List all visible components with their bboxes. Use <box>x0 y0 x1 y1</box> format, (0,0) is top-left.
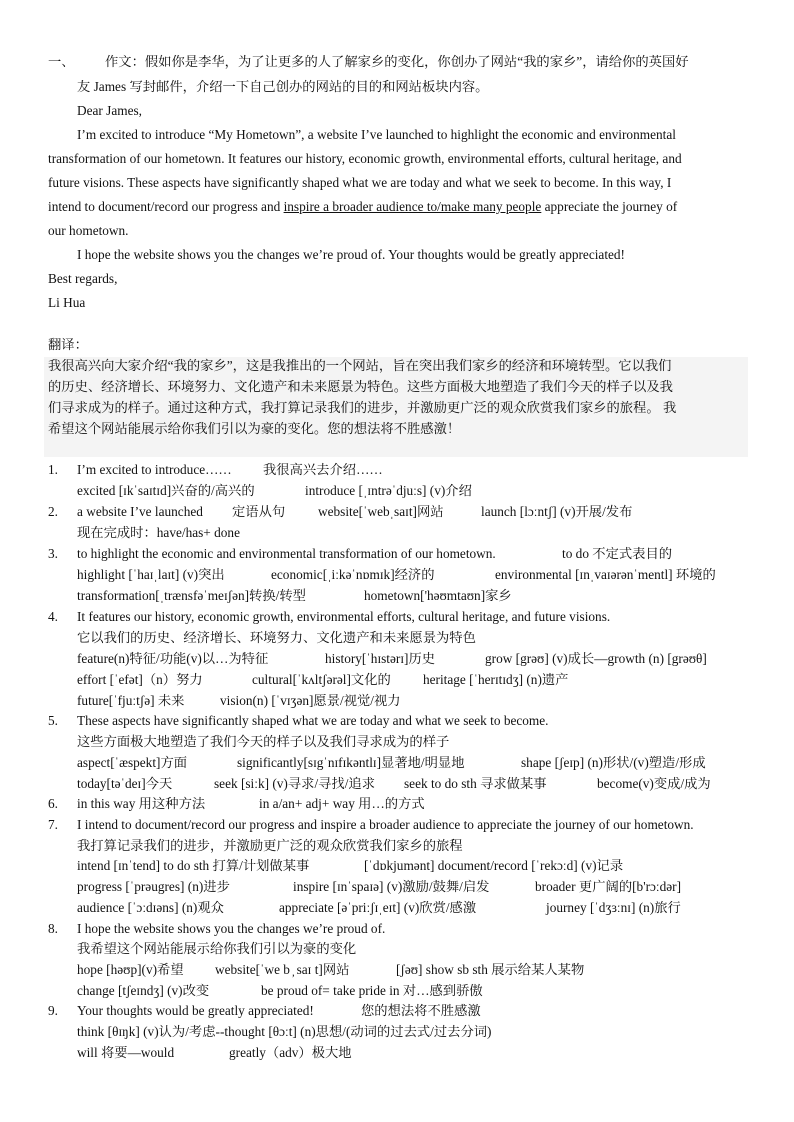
note-number: 4. <box>48 609 58 624</box>
note-text: 您的想法将不胜感激 <box>361 1003 481 1018</box>
task-line-1: 作文：假如你是李华，为了让更多的人了解家乡的变化，你创办了网站“我的家乡”，请给你的英国好 <box>105 54 689 69</box>
note-text: progress [ˈprəugres] (n)进步 <box>77 879 230 894</box>
note-text: significantly[sɪgˈnɪfɪkəntlɪ]显著地/明显地 <box>237 755 465 770</box>
task-number: 一、 <box>48 54 75 69</box>
note-text: greatly（adv）极大地 <box>229 1045 352 1060</box>
letter-p1-line4-a: intend to document/record our progress and <box>48 199 284 214</box>
note-text: shape [ʃeɪp] (n)形状/(v)塑造/形成 <box>521 755 706 770</box>
letter-p1-line4-b: appreciate the journey of <box>541 199 678 214</box>
note-text: 定语从句 <box>232 504 286 519</box>
note-number: 8. <box>48 921 58 936</box>
letter-p1-line4 <box>48 198 677 216</box>
note-text: 这些方面极大地塑造了我们今天的样子以及我们寻求成为的样子 <box>77 734 450 749</box>
note-text: economic[ˌiːkəˈnɒmɪk]经济的 <box>271 567 435 582</box>
note-text: to highlight the economic and environmental transformation of our hometown. <box>77 546 496 561</box>
letter-p1-line3: future visions. These aspects have significantly shaped what we are today and what we seek to become. In this way, I <box>48 175 672 190</box>
note-text: be proud of= take pride in 对…感到骄傲 <box>261 983 483 998</box>
letter-closing: Best regards, <box>48 271 118 286</box>
translation-line-1: 我很高兴向大家介绍“我的家乡”，这是我推出的一个网站，旨在突出我们家乡的经济和环境转型。它以我们 <box>48 358 672 373</box>
translation-line-2: 的历史、经济增长、环境努力、文化遗产和未来愿景为特色。这些方面极大地塑造了我们今天的样子以及我 <box>48 379 673 394</box>
letter-p1-line5: our hometown. <box>48 223 129 238</box>
note-text: think [θɪŋk] (v)认为/考虑--thought [θɔːt] (n)思想/(动词的过去式/过去分词) <box>77 1024 492 1039</box>
note-text: transformation[ˌtrænsfəˈmeɪʃən]转换/转型 <box>77 588 306 603</box>
note-text: in this way 用这种方法 <box>77 796 206 811</box>
note-number: 2. <box>48 504 58 519</box>
letter-greeting: Dear James, <box>77 103 142 118</box>
note-text: highlight [ˈhaɪˌlaɪt] (v)突出 <box>77 567 225 582</box>
note-text: 现在完成时：have/has+ done <box>77 525 240 540</box>
note-text: I hope the website shows you the changes we’re proud of. <box>77 921 386 936</box>
note-text: seek [siːk] (v)寻求/寻找/追求 <box>214 776 376 791</box>
translation-line-3: 们寻求成为的样子。通过这种方式，我打算记录我们的进步，并激励更广泛的观众欣赏我们家乡的旅程。 我 <box>48 400 677 415</box>
note-text: I’m excited to introduce…… <box>77 462 232 477</box>
note-text: hometown['həʊmtaʊn]家乡 <box>364 588 512 603</box>
note-text: future[ˈfjuːtʃə] 未来 <box>77 693 185 708</box>
note-text: change [tʃeɪndʒ] (v)改变 <box>77 983 210 998</box>
letter-signature-name: Li Hua <box>48 295 86 310</box>
note-text: vision(n) [ˈvɪʒən]愿景/视觉/视力 <box>220 693 401 708</box>
note-text: cultural[ˈkʌltʃərəl]文化的 <box>252 672 391 687</box>
note-text: journey [ˈdʒɜːnɪ] (n)旅行 <box>546 900 681 915</box>
note-text: excited [ɪkˈsaɪtɪd]兴奋的/高兴的 <box>77 483 255 498</box>
note-text: appreciate [əˈpriːʃɪˌeɪt] (v)欣赏/感激 <box>279 900 477 915</box>
note-number: 1. <box>48 462 58 477</box>
translation-label: 翻译： <box>48 337 88 352</box>
note-text: website[ˈwe b ̦ saɪ t]网站 <box>215 962 350 977</box>
note-text: [ˈdɒkjumənt] document/record [ˈrekɔːd] (v)记录 <box>364 858 624 873</box>
note-text: heritage [ˈherɪtɪdʒ] (n)遗产 <box>423 672 569 687</box>
note-text: [ʃəʊ] show sb sth 展示给某人某物 <box>396 962 585 977</box>
letter-p1-line1: I’m excited to introduce “My Hometown”, a website I’ve launched to highlight the economic and environmental <box>77 127 676 142</box>
note-text: effort [ˈefət]（n）努力 <box>77 672 203 687</box>
note-text: grow [grəʊ] (v)成长—growth (n) [grəʊθ] <box>485 651 707 666</box>
note-text: 我希望这个网站能展示给你我们引以为豪的变化 <box>77 941 357 956</box>
note-text: inspire [ɪnˈspaɪə] (v)激励/鼓舞/启发 <box>293 879 490 894</box>
note-text: in a/an+ adj+ way 用…的方式 <box>259 796 425 811</box>
note-text: I intend to document/record our progress and inspire a broader audience to appreciate the journey of our hometown. <box>77 817 694 832</box>
note-text: history[ˈhɪstərɪ]历史 <box>325 651 436 666</box>
note-text: a website I’ve launched <box>77 504 203 519</box>
letter-p1-underlined-phrase: inspire a broader audience to/make many people <box>283 199 542 214</box>
letter-p2: I hope the website shows you the changes we’re proud of. Your thoughts would be greatly appreciated! <box>77 247 625 262</box>
note-text: become(v)变成/成为 <box>597 776 711 791</box>
note-text: Your thoughts would be greatly appreciated! <box>77 1003 314 1018</box>
task-line-2: 友 James 写封邮件，介绍一下自己创办的网站的目的和网站板块内容。 <box>77 79 489 94</box>
note-text: intend [ɪnˈtend] to do sth 打算/计划做某事 <box>77 858 310 873</box>
note-text: hope [həʊp](v)希望 <box>77 962 184 977</box>
note-text: will 将要—would <box>77 1045 175 1060</box>
note-text: audience [ˈɔːdɪəns] (n)观众 <box>77 900 224 915</box>
note-text: It features our history, economic growth, environmental efforts, cultural heritage, and future visions. <box>77 609 611 624</box>
note-text: feature(n)特征/功能(v)以…为特征 <box>77 651 269 666</box>
note-text: today[təˈdeɪ]今天 <box>77 776 173 791</box>
note-text: 它以我们的历史、经济增长、环境努力、文化遗产和未来愿景为特色 <box>77 630 476 645</box>
note-number: 3. <box>48 546 58 561</box>
note-text: environmental [ɪnˌvaɪərənˈmentl] 环境的 <box>495 567 716 582</box>
note-text: 我打算记录我们的进步，并激励更广泛的观众欣赏我们家乡的旅程 <box>77 838 463 853</box>
note-text: launch [lɔːntʃ] (v)开展/发布 <box>481 504 633 519</box>
note-text: seek to do sth 寻求做某事 <box>404 776 547 791</box>
note-text: broader 更广阔的[b'rɔːdər] <box>535 879 682 894</box>
note-text: These aspects have significantly shaped what we are today and what we seek to become. <box>77 713 549 728</box>
note-text: introduce [ˌɪntrəˈdjuːs] (v)介绍 <box>305 483 472 498</box>
note-text: to do 不定式表目的 <box>562 546 673 561</box>
note-number: 5. <box>48 713 58 728</box>
note-text: 我很高兴去介绍…… <box>263 462 383 477</box>
note-number: 9. <box>48 1003 58 1018</box>
note-number: 6. <box>48 796 58 811</box>
translation-line-4: 希望这个网站能展示给你我们引以为豪的变化。您的想法将不胜感激！ <box>48 421 461 436</box>
note-text: aspect[ˈæspekt]方面 <box>77 755 188 770</box>
note-number: 7. <box>48 817 58 832</box>
letter-p1-line2: transformation of our hometown. It features our history, economic growth, environmental efforts, cultural heritage, and <box>48 151 682 166</box>
note-text: website[ˈwebˌsaɪt]网站 <box>318 504 444 519</box>
